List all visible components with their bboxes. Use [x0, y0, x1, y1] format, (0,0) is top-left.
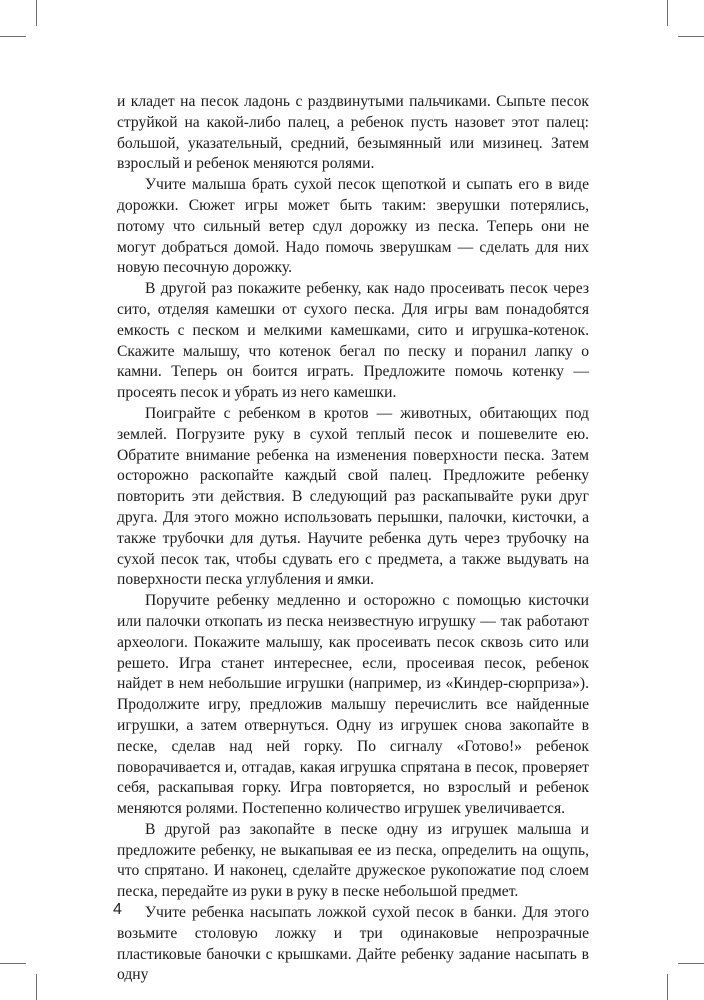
paragraph-4: Поиграйте с ребенком в кротов — животных, обитающих под землей. Погрузите руку в сухой теплый песок и пошевелите ею. Обратите внимание ребенка на изменения поверхности песка. Затем осторожно раскопайте каждый свой палец. Предложите ребенку повторить эти действия. В следующий раз раскапывайте руки друг друга. Для этого можно использовать перышки, палочки, кисточки, а также трубочки для дутья. Научите ребенка дуть через трубочку на сухой песок так, чтобы сдувать его с предмета, а также выдувать на поверхности песка углубления и ямки.	[117, 404, 589, 589]
crop-mark-bottom-left-vertical	[36, 974, 37, 1000]
paragraph-2: Учите малыша брать сухой песок щепоткой и сыпать его в виде дорожки. Сюжет игры может быть таким: зверушки потерялись, потому что сильный ветер сдул дорожку из песка. Теперь они не могут добраться домой. Надо помочь зверушкам — сделать для них новую песочную дорожку.	[117, 176, 589, 277]
page-body	[117, 92, 589, 986]
crop-mark-top-right-vertical	[667, 0, 668, 26]
crop-mark-top-left-vertical	[36, 0, 37, 26]
crop-mark-top-left-horizontal	[0, 36, 26, 37]
paragraph-5: Поручите ребенку медленно и осторожно с помощью кисточки или палочки откопать из песка неизвестную игрушку — так работают археологи. Покажите малышу, как просеивать песок сквозь сито или решето. Игра станет интереснее, если, просеивая песок, ребенок найдет в нем небольшие игрушки (например, из «Киндер-сюрприза»). Продолжите игру, предложив малышу перечислить все найденные игрушки, а затем отвернуться. Одну из игрушек снова закопайте в песке, сделав над ней горку. По сигналу «Готово!» ребенок поворачивается и, отгадав, какая игрушка спрятана в песок, проверяет себя, раскапывая горку. Игра повторяется, но взрослый и ребенок меняются ролями. Постепенно количество игрушек увеличивается.	[117, 592, 589, 818]
page-number: 4	[113, 901, 122, 918]
crop-mark-bottom-left-horizontal	[0, 963, 26, 964]
crop-mark-bottom-right-vertical	[667, 974, 668, 1000]
paragraph-7: Учите ребенка насыпать ложкой сухой песок в банки. Для этого возьмите столовую ложку и три одинаковые непрозрачные пластиковые баночки с крышками. Дайте ребенку задание насыпать в одну	[117, 904, 589, 984]
paragraph-6: В другой раз закопайте в песке одну из игрушек малыша и предложите ребенку, не выкапывая ее из песка, определить на ощупь, что спрятано. И наконец, сделайте дружеское рукопожатие под слоем песка, передайте из руки в руку в песке небольшой предмет.	[117, 820, 589, 901]
crop-mark-top-right-horizontal	[678, 36, 704, 37]
paragraph-3: В другой раз покажите ребенку, как надо просеивать песок через сито, отделяя камешки от сухого песка. Для игры вам понадобятся емкость с песком и мелкими камешками, сито и игрушка-котенок. Скажите малышу, что котенок бегал по песку и поранил лапку о камни. Теперь он боится играть. Предложите помочь котенку — просеять песок и убрать из него камешки.	[117, 280, 589, 402]
crop-mark-bottom-right-horizontal	[678, 963, 704, 964]
paragraph-1: и кладет на песок ладонь с раздвинутыми пальчиками. Сыпьте песок струйкой на какой-либо палец, а ребенок пусть назовет этот палец: большой, указательный, средний, безымянный или мизинец. Затем взрослый и ребенок меняются ролями.	[117, 93, 589, 173]
